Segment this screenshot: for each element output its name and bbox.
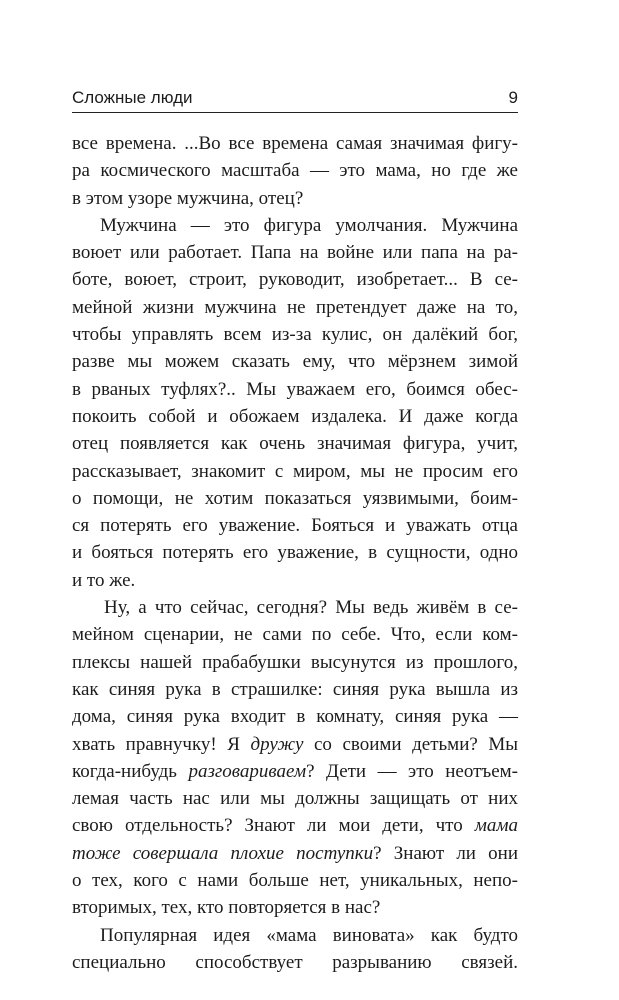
text-line: рассказывает, знакомит с миром, мы не просим его: [72, 460, 518, 482]
text-line: [72, 731, 518, 758]
text-line: [72, 812, 518, 839]
text-line: плексы нашей прабабушки высунутся из прошлого,: [72, 651, 518, 673]
text-line: мейной жизни мужчина не претендует даже на то,: [72, 296, 518, 318]
text-line: чтобы управлять всем из-за кулис, он далёкий бог,: [72, 324, 518, 346]
text-line: специально способствует разрыванию связей.: [72, 951, 518, 973]
text-line: все времена. ...Во все времена самая значимая фигу-: [72, 133, 518, 154]
text-line: о тех, кого с нами больше нет, уникальных, непо-: [72, 870, 518, 892]
text-line: и бояться потерять его уважение, в сущности, одно: [72, 542, 518, 564]
emphasis-text: тоже совершала плохие поступки: [72, 842, 374, 864]
text-line: отец появляется как очень значимая фигура, учит,: [72, 433, 518, 455]
emphasis-text: мама: [474, 815, 518, 837]
header-rule: [72, 112, 518, 113]
running-title: Сложные люди: [72, 88, 193, 107]
text-line: разве мы можем сказать ему, что мёрзнем зимой: [72, 351, 518, 373]
text-line: Мужчина — это фигура умолчания. Мужчина: [100, 214, 518, 236]
text-line: вторимых, тех, кто повторяется в нас?: [72, 897, 381, 919]
text-line: [72, 758, 518, 785]
text-line: мейном сценарии, не сами по себе. Что, если ком-: [72, 624, 518, 646]
text-span: хвать правнучку! Я: [72, 733, 251, 755]
running-header: [72, 86, 518, 114]
text-line: в этом узоре мужчина, отец?: [72, 187, 304, 209]
text-line: как синяя рука в страшилке: синяя рука вышла из: [72, 678, 518, 700]
text-line: ся потерять его уважение. Бояться и уважать отца: [72, 515, 518, 537]
text-span: ? Дети — это неотъем-: [306, 760, 518, 782]
text-line: Ну, а что сейчас, сегодня? Мы ведь живём в се-: [104, 597, 518, 619]
page-number: 9: [508, 88, 518, 107]
text-line: и то же.: [72, 569, 136, 591]
text-line: ра космического масштаба — это мама, но где же: [72, 160, 518, 182]
text-line: дома, синяя рука входит в комнату, синяя рука —: [72, 706, 518, 728]
text-span: когда-нибудь: [72, 760, 189, 782]
text-span: со своими детьми? Мы: [303, 733, 518, 755]
emphasis-text: дружу: [250, 733, 304, 755]
emphasis-text: разговариваем: [188, 760, 307, 782]
text-span: ? Знают ли они: [373, 842, 518, 864]
text-span: свою отдельность? Знают ли мои дети, что: [72, 815, 475, 837]
text-line: о помощи, не хотим показаться уязвимыми, боим-: [72, 487, 518, 509]
body-text: [72, 130, 518, 976]
text-line: лемая часть нас или мы должны защищать от них: [72, 788, 518, 810]
text-line: в рваных туфлях?.. Мы уважаем его, боимся обес-: [72, 378, 518, 400]
text-line: боте, воюет, строит, руководит, изобретает... В се-: [72, 269, 518, 291]
text-line: [72, 840, 518, 867]
text-line: покоить собой и обожаем издалека. И даже когда: [72, 405, 518, 427]
text-line: Популярная идея «мама виновата» как будто: [100, 924, 518, 946]
text-line: воюет или работает. Папа на войне или папа на ра-: [72, 242, 518, 264]
